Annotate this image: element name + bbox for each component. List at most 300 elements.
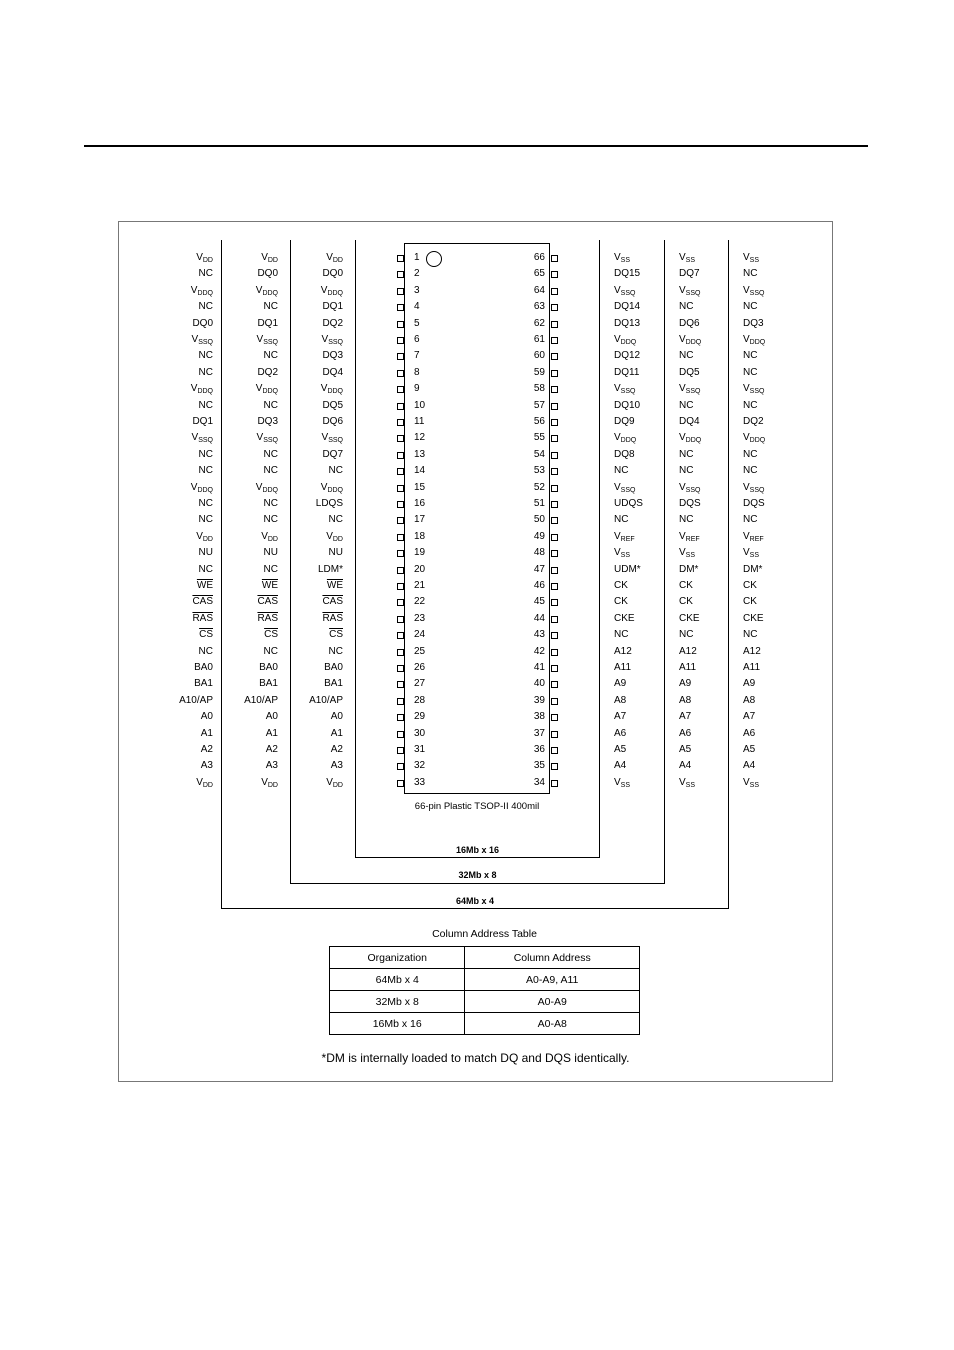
pin-label-left-x4: $V_{DDQ}$ [190, 383, 213, 396]
pin-pad-right [551, 632, 558, 639]
pin-pad-right [551, 681, 558, 688]
table-row [330, 969, 640, 991]
pin-number-left: 22 [414, 596, 426, 608]
pin-pad-left [397, 583, 404, 590]
pin-label-left-x16: A10/AP [309, 694, 343, 706]
pin-number-left: 30 [414, 727, 426, 739]
pin-label-right-x8: DQS [679, 498, 701, 509]
pin-label-right-x8: CK [679, 580, 693, 591]
pin-label-right-x4: NC [743, 301, 758, 313]
pin-number-left: 18 [414, 530, 426, 542]
pin-number-right: 55 [533, 432, 545, 444]
pin-pad-left [397, 452, 404, 459]
pin-label-left-x4: $\overline{CAS}$ [192, 596, 213, 608]
pin-label-right-x16: $V_{SSQ}$ [614, 284, 636, 297]
pin-pad-right [551, 649, 558, 656]
pin-number-right: 54 [533, 448, 545, 460]
pin-label-left-x16: $V_{SSQ}$ [321, 432, 343, 445]
pin-label-left-x8: NC [263, 465, 278, 477]
pin-label-left-x16: NC [328, 514, 343, 526]
pin-label-right-x16: $V_{DDQ}$ [614, 334, 637, 346]
pin-label-left-x16: $V_{DDQ}$ [320, 383, 343, 396]
pin-pad-right [551, 452, 558, 459]
pin-label-left-x8: $\overline{CS}$ [264, 629, 278, 641]
pin-label-right-x8: A6 [679, 727, 692, 739]
pin-label-right-x8: DQ7 [679, 268, 700, 280]
pin-number-right: 39 [533, 694, 545, 706]
pin-label-right-x8: $V_{SS}$ [679, 776, 696, 789]
pin-label-right-x16: DQ10 [614, 399, 641, 411]
pin-label-right-x16: DQ14 [614, 301, 641, 313]
pin-label-right-x4: NC [743, 399, 758, 411]
pin-pad-right [551, 698, 558, 705]
pin-pad-left [397, 501, 404, 508]
pin-number-left: 8 [414, 366, 420, 378]
pin-label-left-x4: NC [198, 498, 213, 509]
pin-label-right-x4: CKE [743, 612, 764, 624]
pin-pad-left [397, 698, 404, 705]
pin-number-right: 49 [533, 530, 545, 542]
table-header-cell: Column Address [465, 947, 640, 969]
pin-label-left-x8: $V_{DD}$ [261, 530, 278, 543]
pin-label-left-x16: $\overline{WE}$ [326, 580, 343, 591]
pin-label-right-x4: NC [743, 629, 758, 641]
pin-label-right-x4: $V_{DDQ}$ [743, 432, 766, 445]
pin-label-right-x16: DQ8 [614, 448, 635, 460]
pin-label-left-x4: A2 [200, 744, 213, 755]
pin-label-right-x8: A7 [679, 711, 692, 723]
pin-label-left-x16: $V_{DDQ}$ [320, 284, 343, 297]
pin-label-right-x8: $V_{SSQ}$ [679, 481, 701, 494]
pin-label-left-x4: BA0 [194, 662, 213, 673]
pin-pad-right [551, 403, 558, 410]
pin-label-right-x8: NC [679, 301, 694, 313]
pin-label-left-x4: DQ0 [192, 317, 213, 329]
pin-number-left: 16 [414, 498, 426, 509]
pin-pad-right [551, 435, 558, 442]
pin-pad-right [551, 731, 558, 738]
pin-pad-right [551, 353, 558, 360]
pin-label-right-x4: CK [743, 580, 757, 591]
pin-pad-left [397, 337, 404, 344]
pin-number-right: 47 [533, 563, 545, 575]
pin-label-right-x16: UDQS [614, 498, 643, 509]
pin-pad-left [397, 288, 404, 295]
pin-label-right-x4: NC [743, 514, 758, 526]
pin-label-right-x4: $V_{SS}$ [743, 547, 760, 560]
pin-pad-left [397, 485, 404, 492]
pin-number-left: 28 [414, 694, 426, 706]
pin-label-left-x4: NC [198, 399, 213, 411]
pin-label-right-x8: NC [679, 514, 694, 526]
pin-pad-right [551, 419, 558, 426]
pin-label-right-x16: CK [614, 596, 628, 608]
pin-number-right: 42 [533, 645, 545, 657]
pin-number-right: 60 [533, 350, 545, 362]
pin-label-right-x8: A8 [679, 694, 692, 706]
pin-label-left-x4: $V_{DD}$ [196, 776, 213, 789]
pin-pad-left [397, 731, 404, 738]
pin-label-left-x8: A1 [265, 727, 278, 739]
pin-label-right-x8: DQ6 [679, 317, 700, 329]
pin-pad-right [551, 271, 558, 278]
pin-label-left-x16: $V_{DD}$ [326, 252, 343, 264]
pin-pad-left [397, 665, 404, 672]
pin-label-left-x4: NU [198, 547, 213, 559]
pin-pad-left [397, 321, 404, 328]
pin-label-right-x16: $V_{REF}$ [614, 530, 635, 543]
pin-number-right: 36 [533, 744, 545, 755]
pin-pad-left [397, 304, 404, 311]
pin-label-right-x16: UDM* [614, 563, 641, 575]
table-cell: 32Mb x 8 [330, 991, 465, 1013]
pin-label-left-x8: NC [263, 448, 278, 460]
pin-number-left: 32 [414, 760, 426, 772]
pin-number-right: 45 [533, 596, 545, 608]
pin-pad-left [397, 747, 404, 754]
pin-pad-right [551, 485, 558, 492]
pin-label-right-x16: CK [614, 580, 628, 591]
pin-label-left-x4: $V_{DD}$ [196, 530, 213, 543]
pin-label-right-x16: DQ13 [614, 317, 641, 329]
pin-pad-left [397, 763, 404, 770]
pin-number-left: 5 [414, 317, 420, 329]
pin-label-right-x4: A9 [743, 678, 756, 690]
pin-pad-right [551, 370, 558, 377]
pin-label-right-x16: NC [614, 629, 629, 641]
pin-number-right: 38 [533, 711, 545, 723]
pin-label-left-x4: NC [198, 366, 213, 378]
pin-label-left-x16: DQ1 [322, 301, 343, 313]
pin-label-left-x16: DQ6 [322, 416, 343, 427]
pin-number-right: 59 [533, 366, 545, 378]
pin-number-left: 21 [414, 580, 426, 591]
pin-label-left-x4: $V_{SSQ}$ [191, 432, 213, 445]
pin-label-right-x4: DQ2 [743, 416, 764, 427]
pin-number-left: 29 [414, 711, 426, 723]
pin-number-left: 2 [414, 268, 420, 280]
table-header-cell: Organization [330, 947, 465, 969]
pin-label-left-x8: NC [263, 350, 278, 362]
pin-label-left-x4: $\overline{RAS}$ [192, 612, 213, 624]
pin-number-right: 44 [533, 612, 545, 624]
pin-label-right-x8: $V_{SSQ}$ [679, 383, 701, 396]
pin-label-left-x4: NC [198, 350, 213, 362]
pin-label-left-x4: $V_{DDQ}$ [190, 284, 213, 297]
pin-number-left: 13 [414, 448, 426, 460]
pin-pad-left [397, 616, 404, 623]
pin-label-right-x8: $V_{DDQ}$ [679, 432, 702, 445]
pin-number-right: 52 [533, 481, 545, 493]
pin-label-left-x16: DQ7 [322, 448, 343, 460]
pin-pad-right [551, 583, 558, 590]
pin-label-left-x8: A0 [265, 711, 278, 723]
pin-label-right-x4: $V_{SS}$ [743, 252, 760, 264]
pin-pad-right [551, 288, 558, 295]
pin-label-left-x16: LDM* [317, 563, 343, 575]
pin-pad-right [551, 763, 558, 770]
pin-label-right-x16: $V_{SS}$ [614, 547, 631, 560]
pin-number-left: 24 [414, 629, 426, 641]
pin-pad-left [397, 714, 404, 721]
pin-number-right: 40 [533, 678, 545, 690]
table-cell: 16Mb x 16 [330, 1013, 465, 1035]
pin-label-right-x16: A12 [614, 645, 632, 657]
pin-number-right: 50 [533, 514, 545, 526]
pin-label-right-x16: A8 [614, 694, 627, 706]
pin-label-right-x16: A11 [614, 662, 632, 673]
pin-number-right: 57 [533, 399, 545, 411]
pin-number-left: 1 [414, 252, 420, 263]
pin-number-left: 19 [414, 547, 426, 559]
pin-label-left-x8: $\overline{CAS}$ [257, 596, 278, 608]
pin-pad-right [551, 468, 558, 475]
pin-label-right-x4: A12 [743, 645, 761, 657]
pin-label-left-x4: $V_{DDQ}$ [190, 481, 213, 494]
pin-number-left: 3 [414, 284, 420, 296]
pin-number-left: 11 [414, 416, 425, 427]
pin-label-right-x4: $V_{SSQ}$ [743, 383, 765, 396]
pin-pad-right [551, 501, 558, 508]
table-cell: A0-A9, A11 [465, 969, 640, 991]
pin-label-right-x8: A9 [679, 678, 692, 690]
pin-label-right-x16: DQ12 [614, 350, 641, 362]
tsop-package-body [404, 243, 550, 794]
pin-pad-left [397, 517, 404, 524]
header-rule [84, 145, 868, 147]
pin-label-left-x8: $V_{DD}$ [261, 252, 278, 264]
pin-label-right-x8: DM* [679, 563, 699, 575]
pin-number-left: 4 [414, 301, 420, 313]
pin-label-right-x4: A6 [743, 727, 756, 739]
pin-label-left-x8: NC [263, 514, 278, 526]
pin-label-right-x16: DQ11 [614, 366, 640, 378]
pin-label-right-x4: DM* [743, 563, 763, 575]
pin-pad-right [551, 665, 558, 672]
pin-pad-right [551, 337, 558, 344]
pin-label-left-x16: $V_{DDQ}$ [320, 481, 343, 494]
pin-label-right-x16: A5 [614, 744, 627, 755]
label-16mb-x16: 16Mb x 16 [455, 845, 500, 855]
pin-number-left: 7 [414, 350, 420, 362]
pin-number-right: 43 [533, 629, 545, 641]
pin-number-right: 53 [533, 465, 545, 477]
pin-number-left: 25 [414, 645, 426, 657]
table-cell: A0-A8 [465, 1013, 640, 1035]
pin-label-right-x4: NC [743, 465, 758, 477]
pin-number-right: 64 [533, 284, 545, 296]
pin-number-left: 12 [414, 432, 426, 444]
pin-label-right-x8: NC [679, 465, 694, 477]
pin-pad-right [551, 534, 558, 541]
pin-pad-right [551, 255, 558, 262]
pin-label-right-x8: A12 [679, 645, 697, 657]
pin-label-left-x8: $\overline{WE}$ [261, 580, 278, 591]
pin-label-right-x8: CK [679, 596, 693, 608]
pin-label-left-x8: NC [263, 498, 278, 509]
pin-label-left-x16: BA0 [324, 662, 343, 673]
pin-label-left-x16: DQ5 [322, 399, 343, 411]
pin-pad-left [397, 386, 404, 393]
pin-label-right-x8: A5 [679, 744, 692, 755]
pin-pad-left [397, 780, 404, 787]
pin-number-left: 33 [414, 776, 426, 788]
pin-pad-right [551, 304, 558, 311]
pin-number-right: 41 [533, 662, 545, 673]
pin-label-right-x4: A11 [743, 662, 761, 673]
pin-number-right: 37 [533, 727, 545, 739]
pin-label-left-x8: $V_{DDQ}$ [255, 383, 278, 396]
pin-label-right-x16: DQ15 [614, 268, 641, 280]
pin-label-right-x16: NC [614, 465, 629, 477]
pin-pad-left [397, 271, 404, 278]
pin-label-right-x4: DQS [743, 498, 765, 509]
pin-pad-left [397, 419, 404, 426]
pin-label-right-x16: $V_{SS}$ [614, 252, 631, 264]
pin-number-left: 31 [414, 744, 426, 755]
pin-number-left: 14 [414, 465, 426, 477]
table-cell: A0-A9 [465, 991, 640, 1013]
pin-label-right-x8: NC [679, 399, 694, 411]
pin-label-left-x16: NU [328, 547, 343, 559]
pin-label-left-x16: LDQS [315, 498, 343, 509]
pin-label-left-x16: BA1 [324, 678, 343, 690]
pin-label-left-x8: NC [263, 301, 278, 313]
pin-label-right-x4: NC [743, 448, 758, 460]
pin-label-left-x8: BA0 [259, 662, 278, 673]
pin-label-right-x16: NC [614, 514, 629, 526]
pin-label-right-x4: NC [743, 268, 758, 280]
pin-label-right-x4: DQ3 [743, 317, 764, 329]
pin-pad-left [397, 435, 404, 442]
column-address-table-title: Column Address Table [432, 928, 537, 940]
pin-label-right-x8: $V_{SS}$ [679, 252, 696, 264]
pin-pad-left [397, 255, 404, 262]
pin-label-left-x4: NC [198, 268, 213, 280]
pin-label-left-x8: $\overline{RAS}$ [257, 612, 278, 624]
pin-pad-left [397, 534, 404, 541]
pin-label-right-x16: $V_{SSQ}$ [614, 481, 636, 494]
pin-pad-right [551, 599, 558, 606]
column-address-table [329, 946, 640, 1035]
pin-label-right-x4: $V_{SS}$ [743, 776, 760, 789]
pin-pad-right [551, 747, 558, 754]
pin-pad-left [397, 403, 404, 410]
pin-label-left-x4: $V_{SSQ}$ [191, 334, 213, 346]
pin-label-right-x4: $V_{REF}$ [743, 530, 764, 543]
pin-label-right-x4: NC [743, 350, 758, 362]
pin-label-right-x4: CK [743, 596, 757, 608]
pin-pad-right [551, 321, 558, 328]
pin-label-left-x8: NC [263, 645, 278, 657]
pin-label-right-x16: $V_{DDQ}$ [614, 432, 637, 445]
pin-number-left: 6 [414, 334, 420, 345]
pin-number-right: 63 [533, 301, 545, 313]
pin-pad-left [397, 681, 404, 688]
table-row [330, 1013, 640, 1035]
table-header-row [330, 947, 640, 969]
pin-pad-left [397, 649, 404, 656]
pin-label-left-x16: $V_{DD}$ [326, 776, 343, 789]
pin-pad-right [551, 567, 558, 574]
pin-label-right-x8: CKE [679, 612, 700, 624]
pin-label-left-x8: NC [263, 399, 278, 411]
pin-number-left: 20 [414, 563, 426, 575]
pin-label-left-x8: A3 [265, 760, 278, 772]
pin-pad-left [397, 567, 404, 574]
pin-label-left-x16: DQ4 [322, 366, 343, 378]
pin-label-right-x4: A4 [743, 760, 756, 772]
pin-label-left-x16: A2 [330, 744, 343, 755]
pin-label-left-x16: $\overline{CAS}$ [322, 596, 343, 608]
pin-label-left-x8: $V_{DDQ}$ [255, 481, 278, 494]
pin-label-right-x16: A4 [614, 760, 627, 772]
pin-label-right-x4: A8 [743, 694, 756, 706]
pin-number-right: 48 [533, 547, 545, 559]
pin-label-right-x16: $V_{SS}$ [614, 776, 631, 789]
pin-number-right: 34 [533, 776, 545, 788]
pin-label-right-x16: A6 [614, 727, 627, 739]
pin-number-right: 46 [533, 580, 545, 591]
pin-label-left-x4: BA1 [194, 678, 213, 690]
pin-label-right-x8: A11 [679, 662, 697, 673]
pin-label-right-x8: A4 [679, 760, 692, 772]
pin-label-left-x4: DQ1 [192, 416, 213, 427]
pin-label-left-x16: $V_{SSQ}$ [321, 334, 343, 346]
pin-label-left-x4: A1 [200, 727, 213, 739]
pin-label-left-x16: NC [328, 645, 343, 657]
pin-number-right: 51 [533, 498, 545, 509]
pin-pad-right [551, 550, 558, 557]
pin-number-right: 56 [533, 416, 545, 427]
footnote: *DM is internally loaded to match DQ and DQS identically. [321, 1051, 630, 1065]
pin-label-left-x16: $V_{DD}$ [326, 530, 343, 543]
pin-pad-left [397, 632, 404, 639]
pin-label-left-x16: DQ0 [322, 268, 343, 280]
pin-label-right-x16: $V_{SSQ}$ [614, 383, 636, 396]
pin-number-left: 26 [414, 662, 426, 673]
package-label: 66-pin Plastic TSOP-II 400mil [414, 801, 540, 812]
pin-label-right-x8: NC [679, 350, 694, 362]
pin-label-right-x8: $V_{REF}$ [679, 530, 700, 543]
pin-label-left-x8: A10/AP [244, 694, 278, 706]
pin-label-right-x8: NC [679, 629, 694, 641]
pin-label-left-x8: DQ2 [257, 366, 278, 378]
pin-label-left-x16: A3 [330, 760, 343, 772]
pin-label-left-x4: A0 [200, 711, 213, 723]
pin-pad-right [551, 714, 558, 721]
pin-number-right: 61 [533, 334, 545, 345]
pin-label-right-x16: A9 [614, 678, 627, 690]
pin-label-left-x4: NC [198, 514, 213, 526]
pin-pad-left [397, 370, 404, 377]
pin-number-right: 35 [533, 760, 545, 772]
pin-pad-left [397, 468, 404, 475]
pin-label-left-x16: A1 [330, 727, 343, 739]
pin-label-right-x4: NC [743, 366, 758, 378]
pin-pad-right [551, 517, 558, 524]
pin-pad-left [397, 550, 404, 557]
pin-label-left-x8: $V_{DDQ}$ [255, 284, 278, 297]
pin-label-left-x4: $\overline{CS}$ [199, 629, 213, 641]
pin-label-right-x8: NC [679, 448, 694, 460]
pin-label-left-x4: NC [198, 465, 213, 477]
pin-label-right-x4: A7 [743, 711, 756, 723]
pin-label-left-x8: A2 [265, 744, 278, 755]
pin-number-left: 17 [414, 514, 426, 526]
pin-label-left-x8: NU [263, 547, 278, 559]
pin-pad-left [397, 599, 404, 606]
